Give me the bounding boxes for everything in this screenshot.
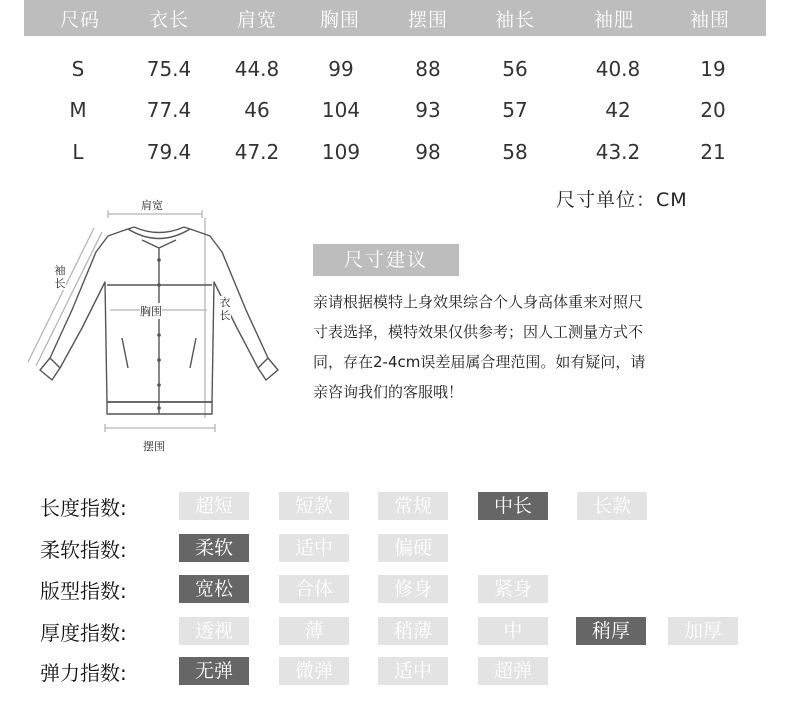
fit-option-chip-selected: 宽松 xyxy=(179,575,249,603)
length-option-chip-selected: 中长 xyxy=(478,492,548,520)
cell: 77.4 xyxy=(146,98,192,122)
size-row-s xyxy=(0,57,790,87)
cell: 79.4 xyxy=(146,140,192,164)
cell: 46 xyxy=(244,98,270,122)
cell: 88 xyxy=(415,57,441,81)
elasticity-option-chip: 微弹 xyxy=(279,657,349,685)
advice-text xyxy=(313,287,733,407)
fit-index-label: 版型指数: xyxy=(40,579,127,603)
cell: 42 xyxy=(605,98,631,122)
advice-line: 亲请根据模特上身效果综合个人身高体重来对照尺 xyxy=(313,293,644,311)
fit-option-chip: 紧身 xyxy=(478,575,548,603)
cell: 56 xyxy=(502,57,528,81)
advice-line: 寸表选择，模特效果仅供参考；因人工测量方式不 xyxy=(313,323,644,341)
advice-line: 亲咨询我们的客服哦！ xyxy=(313,383,464,401)
header-hem: 摆围 xyxy=(407,9,449,31)
cell: 98 xyxy=(415,140,441,164)
hem-label: 摆围 xyxy=(143,440,165,453)
cell: 19 xyxy=(700,57,726,81)
cell: 47.2 xyxy=(234,140,280,164)
header-sleeve-length: 袖长 xyxy=(494,9,536,31)
cell: 21 xyxy=(700,140,726,164)
chest-label: 胸围 xyxy=(140,305,162,318)
jacket-illustration xyxy=(0,190,300,465)
thickness-option-chip: 薄 xyxy=(279,617,349,645)
header-length: 衣长 xyxy=(148,9,190,31)
cell: 40.8 xyxy=(595,57,641,81)
length-option-chip: 长款 xyxy=(577,492,647,520)
cell: 20 xyxy=(700,98,726,122)
elasticity-option-chip: 超弹 xyxy=(478,657,548,685)
cell: 75.4 xyxy=(146,57,192,81)
cell: 43.2 xyxy=(595,140,641,164)
thickness-option-chip-selected: 稍厚 xyxy=(576,617,646,645)
size-table-header xyxy=(24,0,766,36)
elasticity-option-chip-selected: 无弹 xyxy=(179,657,249,685)
size-row-m xyxy=(0,98,790,128)
cell: 93 xyxy=(415,98,441,122)
shoulder-label: 肩宽 xyxy=(141,199,163,212)
cell: S xyxy=(71,57,85,81)
thickness-option-chip: 透视 xyxy=(179,617,249,645)
header-sleeve-width: 袖肥 xyxy=(593,9,635,31)
cell: M xyxy=(69,98,87,122)
elasticity-index-label: 弹力指数: xyxy=(40,661,127,685)
advice-title: 尺寸建议 xyxy=(313,244,459,276)
length-index-label: 长度指数: xyxy=(40,496,127,520)
cell: L xyxy=(72,140,84,164)
cell: 57 xyxy=(502,98,528,122)
cell: 99 xyxy=(328,57,354,81)
header-chest: 胸围 xyxy=(319,9,361,31)
header-size: 尺码 xyxy=(59,9,101,31)
length-option-chip: 短款 xyxy=(279,492,349,520)
softness-option-chip-selected: 柔软 xyxy=(179,534,249,562)
elasticity-option-chip: 适中 xyxy=(378,657,448,685)
sleeve-length-label: 袖长 xyxy=(54,264,66,290)
softness-option-chip: 适中 xyxy=(279,534,349,562)
fit-option-chip: 修身 xyxy=(378,575,448,603)
cell: 104 xyxy=(321,98,361,122)
softness-index-label: 柔软指数: xyxy=(40,538,127,562)
advice-line: 同，存在2-4cm误差届属合理范围。如有疑问，请 xyxy=(313,353,646,371)
header-shoulder: 肩宽 xyxy=(236,9,278,31)
header-cuff: 袖围 xyxy=(689,9,731,31)
thickness-option-chip: 中 xyxy=(478,617,548,645)
fit-option-chip: 合体 xyxy=(279,575,349,603)
size-row-l xyxy=(0,140,790,170)
body-length-label: 衣长 xyxy=(219,296,231,322)
cell: 109 xyxy=(321,140,361,164)
jacket-diagram xyxy=(0,190,300,465)
thickness-option-chip: 稍薄 xyxy=(378,617,448,645)
thickness-index-label: 厚度指数: xyxy=(40,621,127,645)
length-option-chip: 常规 xyxy=(378,492,448,520)
softness-option-chip: 偏硬 xyxy=(378,534,448,562)
cell: 44.8 xyxy=(234,57,280,81)
cell: 58 xyxy=(502,140,528,164)
length-option-chip: 超短 xyxy=(179,492,249,520)
thickness-option-chip: 加厚 xyxy=(668,617,738,645)
unit-label: 尺寸单位：CM xyxy=(556,189,688,211)
